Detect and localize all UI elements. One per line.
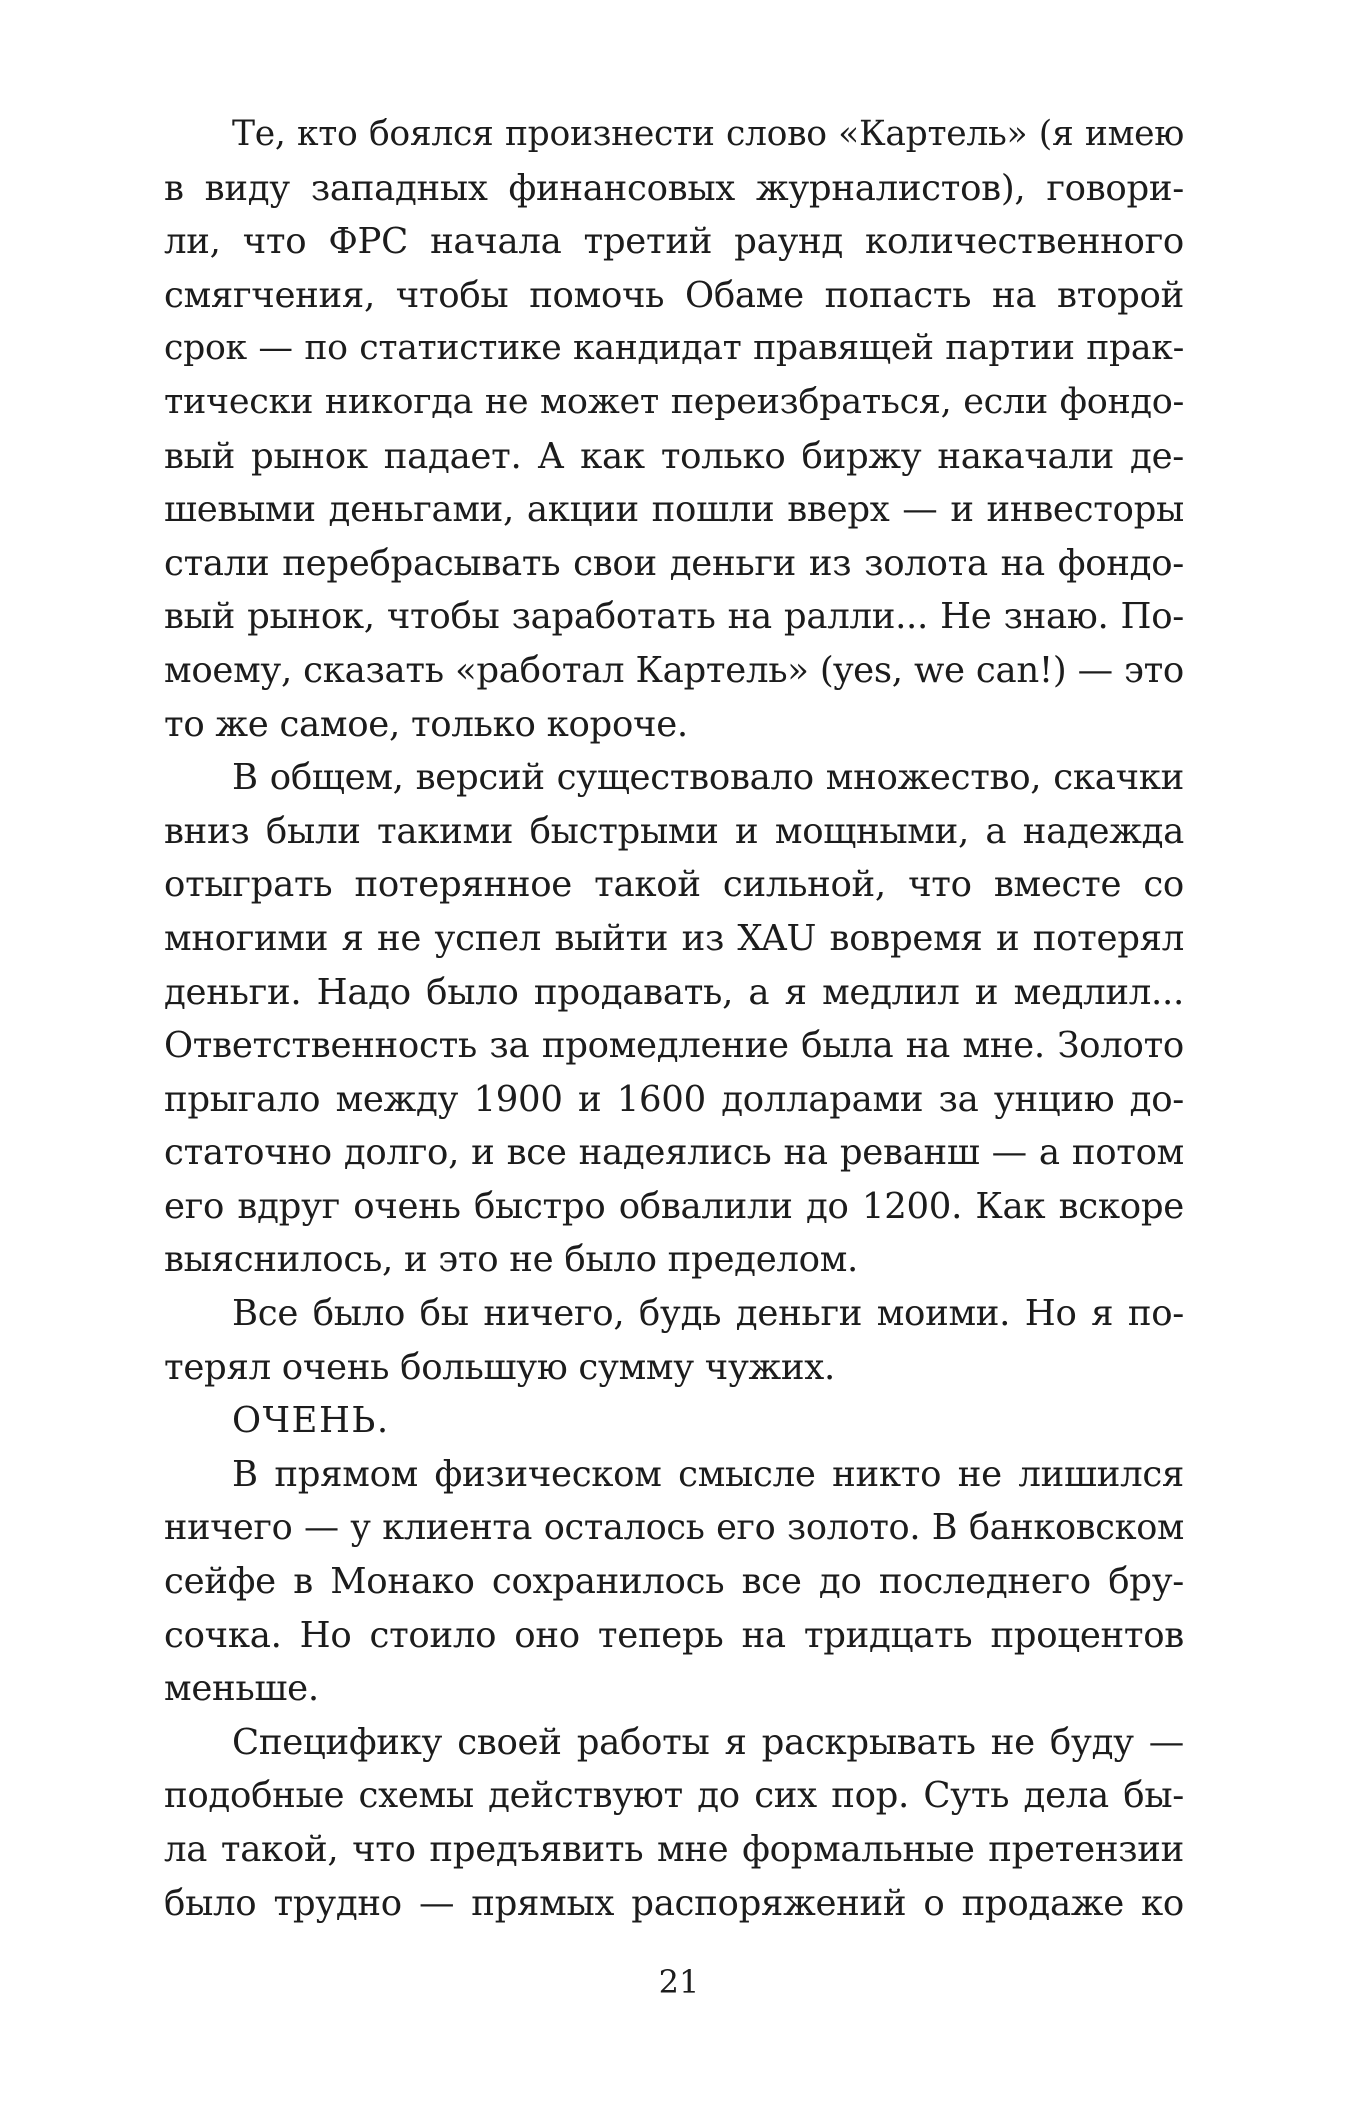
paragraph-1-line: вый рынок падает. А как только биржу накачали де- (164, 435, 1184, 477)
body-text (164, 108, 1184, 1930)
paragraph-6-line: ла такой, что предъявить мне формальные претензии (164, 1829, 1184, 1870)
paragraph-1-line: в виду западных финансовых журналистов), говори- (164, 167, 1184, 209)
paragraph-1-line: Те, кто боялся произнести слово «Картель» (я имею (232, 114, 1184, 154)
paragraph-1-line: то же самое, только короче. (164, 703, 688, 745)
paragraph-5-line: ничего — у клиента осталось его золото. В банковском (164, 1507, 1184, 1549)
paragraph-1-line: срок — по статистике кандидат правящей партии прак- (164, 328, 1184, 369)
paragraph-1-line: шевыми деньгами, акции пошли вверх — и инвесторы (164, 489, 1184, 531)
paragraph-2-line: Ответственность за промедление была на мне. Золото (164, 1025, 1184, 1067)
paragraph-2-line: вниз были такими быстрыми и мощными, а надежда (164, 810, 1184, 852)
paragraph-1-line: смягчения, чтобы помочь Обаме попасть на второй (164, 274, 1184, 316)
paragraph-1-line: тически никогда не может переизбраться, если фондо- (164, 381, 1184, 422)
paragraph-2-line: его вдруг очень быстро обвалили до 1200. Как вскоре (164, 1185, 1184, 1227)
paragraph-5-line: сочка. Но стоило оно теперь на тридцать процентов (164, 1614, 1184, 1656)
paragraph-5-line: сейфе в Монако сохранилось все до последнего бру- (164, 1561, 1184, 1603)
paragraph-1-line: вый рынок, чтобы заработать на ралли... Не знаю. По- (164, 596, 1184, 638)
page-number: 21 (658, 1963, 700, 2001)
paragraph-2-line: деньги. Надо было продавать, а я медлил и медлил... (164, 971, 1184, 1013)
paragraph-6-line: Специфику своей работы я раскрывать не буду — (232, 1721, 1184, 1763)
paragraph-1-line: стали перебрасывать свои деньги из золота на фондо- (164, 542, 1184, 584)
paragraph-2-line: выяснилось, и это не было пределом. (164, 1239, 859, 1281)
paragraph-5-line: меньше. (164, 1668, 319, 1710)
paragraph-1-line: моему, сказать «работал Картель» (yes, we can!) — это (164, 649, 1184, 691)
paragraph-6-line: было трудно — прямых распоряжений о продаже ко (164, 1882, 1184, 1924)
paragraph-2-line: многими я не успел выйти из XAU вовремя и потерял (164, 917, 1184, 959)
paragraph-1-line: ли, что ФРС начала третий раунд количественного (164, 221, 1184, 263)
paragraph-2-line: отыграть потерянное такой сильной, что вместе со (164, 864, 1184, 906)
paragraph-2-line: В общем, версий существовало множество, скачки (232, 757, 1184, 799)
paragraph-5-line: В прямом физическом смысле никто не лишился (232, 1453, 1184, 1495)
paragraph-6-line: подобные схемы действуют до сих пор. Суть дела бы- (164, 1775, 1184, 1817)
paragraph-3-line: терял очень большую сумму чужих. (164, 1346, 835, 1388)
paragraph-2-line: прыгало между 1900 и 1600 долларами за унцию до- (164, 1078, 1184, 1120)
paragraph-2-line: статочно долго, и все надеялись на реванш — а потом (164, 1132, 1184, 1174)
paragraph-3-line: Все было бы ничего, будь деньги моими. Но я по- (232, 1293, 1184, 1335)
emphasis-line: ОЧЕНЬ. (232, 1400, 390, 1442)
